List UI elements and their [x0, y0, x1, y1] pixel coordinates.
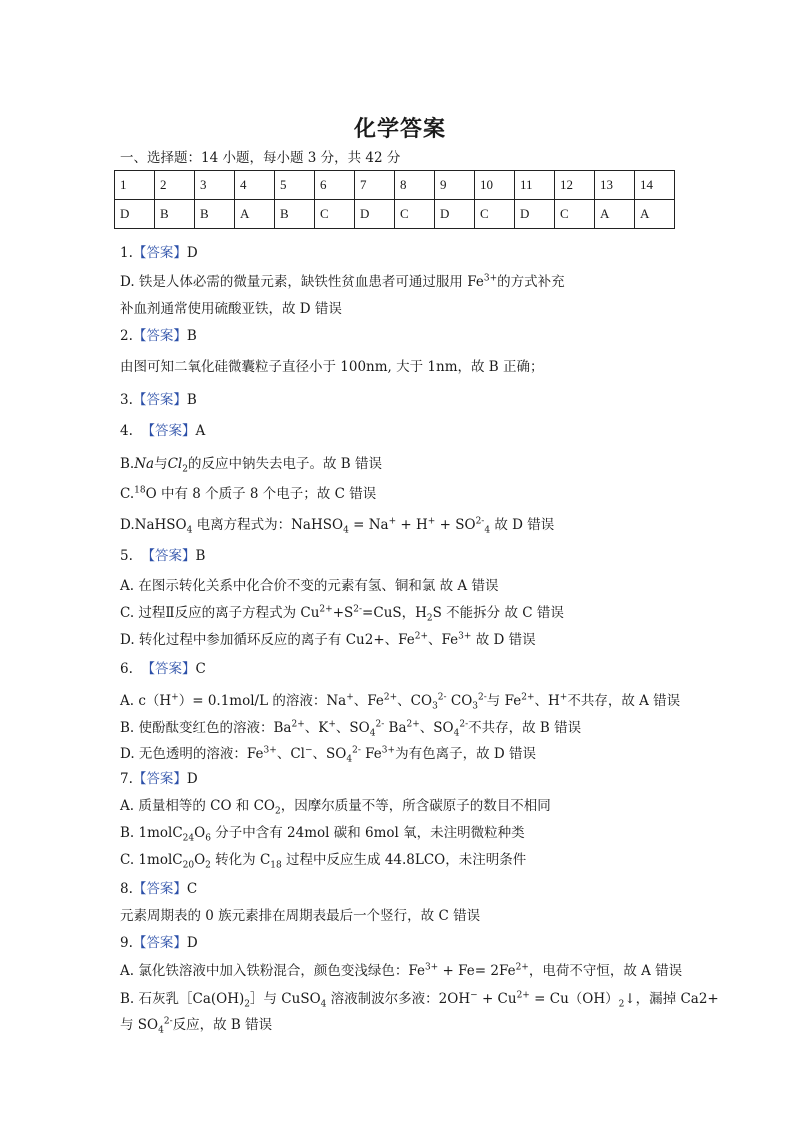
question-number: 9.: [120, 935, 133, 951]
table-cell: D: [435, 200, 475, 229]
explanation-line: D. 铁是人体必需的微量元素，缺铁性贫血患者可通过服用 $Fe^{3+}$的方式补充: [120, 273, 565, 290]
explanation-line: A. 质量相等的 CO 和 $CO_2$，因摩尔质量不等，所含碳原子的数目不相同: [120, 798, 551, 817]
answer-tag: 【答案】: [141, 548, 196, 564]
table-cell: 12: [555, 171, 595, 200]
table-cell: C: [475, 200, 515, 229]
table-cell: 4: [235, 171, 275, 200]
table-cell: B: [155, 200, 195, 229]
answer-q2: [120, 327, 197, 345]
answer-q5: [120, 547, 205, 565]
explanation-line: 元素周期表的 0 族元素排在周期表最后一个竖行，故 C 错误: [120, 908, 481, 924]
answer-q6: [120, 660, 206, 678]
answer-q8: [120, 880, 197, 898]
table-cell: B: [195, 200, 235, 229]
explanation-line: B.Na与$Cl_2$的反应中钠失去电子。故 B 错误: [120, 456, 382, 475]
answer-tag: 【答案】: [132, 881, 187, 897]
page-title: 化学答案: [353, 117, 446, 142]
explanation-line: D. 无色透明的溶液：$Fe^{3+}$、Cl−、$SO_4^{2-}$ $Fe^{3+}$为有色离子，故 D 错误: [120, 745, 536, 765]
question-number: 4.: [120, 423, 133, 439]
table-cell: 3: [195, 171, 235, 200]
answer-tag: 【答案】: [141, 423, 196, 439]
explanation-line: 与 $SO_4^{2-}$反应，故 B 错误: [120, 1016, 273, 1036]
explanation-line: B. 石灰乳$[Ca(OH)_2]$与 CuSO$_4$ 溶液制波尔多液：$2OH^- + Cu^{2+}$ = $Cu(OH)_2↓$，漏掉 Ca2+: [120, 990, 719, 1010]
table-cell: 13: [595, 171, 635, 200]
answer-letter: B: [195, 548, 206, 564]
question-number: 5.: [120, 548, 133, 564]
question-number: 3.: [120, 392, 133, 408]
table-cell: A: [635, 200, 675, 229]
table-cell: 6: [315, 171, 355, 200]
section-heading: 一、选择题：14 小题，每小题 3 分，共 42 分: [120, 150, 401, 166]
table-cell: 5: [275, 171, 315, 200]
answer-letter: C: [186, 881, 198, 897]
answer-letter: D: [186, 935, 198, 951]
question-number: 1.: [120, 245, 133, 261]
answer-letter: B: [186, 328, 197, 344]
explanation-line: 补血剂通常使用硫酸亚铁，故 D 错误: [120, 301, 342, 317]
table-cell: 1: [115, 171, 155, 200]
answer-q4: [120, 422, 205, 440]
explanation-line: A. 氯化铁溶液中加入铁粉混合，颜色变浅绿色：$Fe^{3+} + Fe= 2Fe^{2+}$，电荷不守恒，故 A 错误: [120, 962, 683, 979]
table-cell: D: [355, 200, 395, 229]
explanation-line: D. 转化过程中参加循环反应的离子有 Cu2+、$Fe^{2+}$、$Fe^{3+}$ 故 D 错误: [120, 631, 536, 648]
answer-tag: 【答案】: [132, 392, 187, 408]
explanation-line: B. 使酚酞变红色的溶液：$Ba^{2+}$、K+、$SO_4^{2-}$ $Ba^{2+}$、$SO_4^{2-}$不共存，故 B 错误: [120, 719, 582, 739]
answer-letter: A: [195, 423, 206, 439]
answer-tag: 【答案】: [141, 661, 196, 677]
explanation-line: C. 过程Ⅱ反应的离子方程式为 $Cu^{2+}+S^{2-}=CuS$，$H_2S$ 不能拆分 故 C 错误: [120, 604, 564, 624]
answer-q9: [120, 934, 198, 952]
table-cell: A: [595, 200, 635, 229]
table-cell: 14: [635, 171, 675, 200]
table-cell: 7: [355, 171, 395, 200]
question-number: 7.: [120, 771, 133, 787]
table-cell: 9: [435, 171, 475, 200]
explanation-line: 由图可知二氧化硅微囊粒子直径小于 100nm, 大于 1nm，故 B 正确；: [120, 359, 544, 375]
table-cell: 2: [155, 171, 195, 200]
answer-q3: [120, 391, 197, 409]
table-cell: A: [235, 200, 275, 229]
answer-letter: D: [186, 771, 198, 787]
explanation-line: A. c（H+）= 0.1mol/L 的溶液：Na+、$Fe^{2+}$、$CO_3^{2-}$ $CO_3^{2-}$与 $Fe^{2+}$、H+不共存，故 A 错误: [120, 692, 681, 712]
table-cell: D: [515, 200, 555, 229]
answer-tag: 【答案】: [132, 328, 187, 344]
explanation-line: B. $1molC_{24}O_6$ 分子中含有 24mol 碳和 6mol 氧，未注明微粒种类: [120, 825, 525, 844]
answer-letter: C: [195, 661, 206, 677]
table-cell: C: [315, 200, 355, 229]
explanation-line: C. $1molC_{20}O_2$ 转化为 $C_{18}$ 过程中反应生成 44.8LCO，未注明条件: [120, 852, 527, 871]
question-number: 6.: [120, 661, 133, 677]
answer-letter: B: [186, 392, 197, 408]
table-cell: B: [275, 200, 315, 229]
answer-tag: 【答案】: [132, 771, 187, 787]
answer-table: [114, 170, 675, 229]
table-cell: 8: [395, 171, 435, 200]
table-cell: D: [115, 200, 155, 229]
table-row-answers: [115, 200, 675, 229]
explanation-line: C.$^{18}$O 中有 8 个质子 8 个电子；故 C 错误: [120, 485, 377, 502]
table-cell: C: [555, 200, 595, 229]
answer-tag: 【答案】: [132, 935, 187, 951]
table-cell: C: [395, 200, 435, 229]
answer-tag: 【答案】: [132, 245, 187, 261]
question-number: 2.: [120, 328, 133, 344]
explanation-line: A. 在图示转化关系中化合价不变的元素有氢、铜和氯 故 A 错误: [120, 578, 499, 594]
answer-q1: [120, 244, 198, 262]
answer-q7: [120, 770, 198, 788]
explanation-line: D.NaHSO$_4$ 电离方程式为：NaHSO$_4$ = $Na^+ + H^+ + SO^{2-}_4$ 故 D 错误: [120, 516, 555, 536]
answer-letter: D: [186, 245, 198, 261]
question-number: 8.: [120, 881, 133, 897]
table-cell: 11: [515, 171, 555, 200]
table-cell: 10: [475, 171, 515, 200]
table-row-numbers: [115, 171, 675, 200]
